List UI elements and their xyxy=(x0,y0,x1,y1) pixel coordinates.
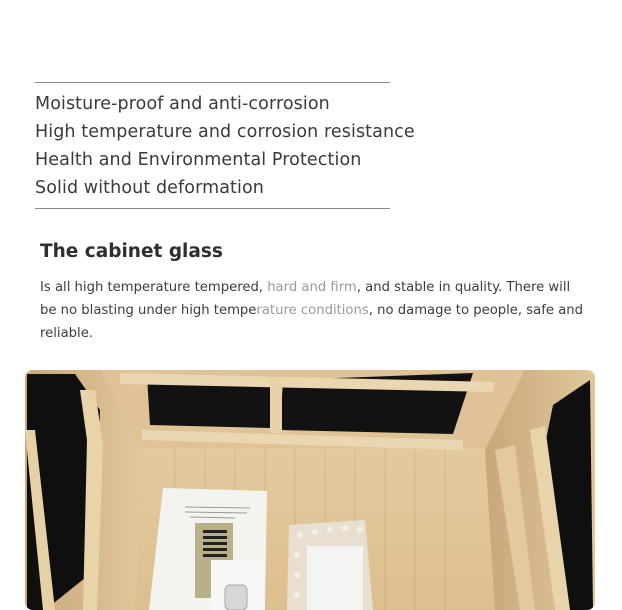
feature-item: Health and Environmental Protection xyxy=(35,150,362,170)
feature-item: Moisture-proof and anti-corrosion xyxy=(35,94,330,114)
description-text: be no blasting under high tempe xyxy=(40,303,257,318)
description-text: Is all high temperature tempered, xyxy=(40,280,268,295)
section-heading: The cabinet glass xyxy=(40,241,223,262)
top-divider xyxy=(35,82,390,83)
feature-list xyxy=(35,90,415,202)
description-text: , no damage to people, safe and reliable. xyxy=(40,303,584,341)
description-text: , and stable in quality. There will xyxy=(356,280,571,295)
section-description xyxy=(40,276,622,345)
description-text: rature conditions xyxy=(256,303,369,318)
sauna-interior-photo xyxy=(25,370,595,610)
feature-item: Solid without deformation xyxy=(35,178,264,198)
bottom-divider xyxy=(35,208,390,209)
feature-item: High temperature and corrosion resistance xyxy=(35,122,415,142)
description-text: hard and firm xyxy=(267,280,357,295)
